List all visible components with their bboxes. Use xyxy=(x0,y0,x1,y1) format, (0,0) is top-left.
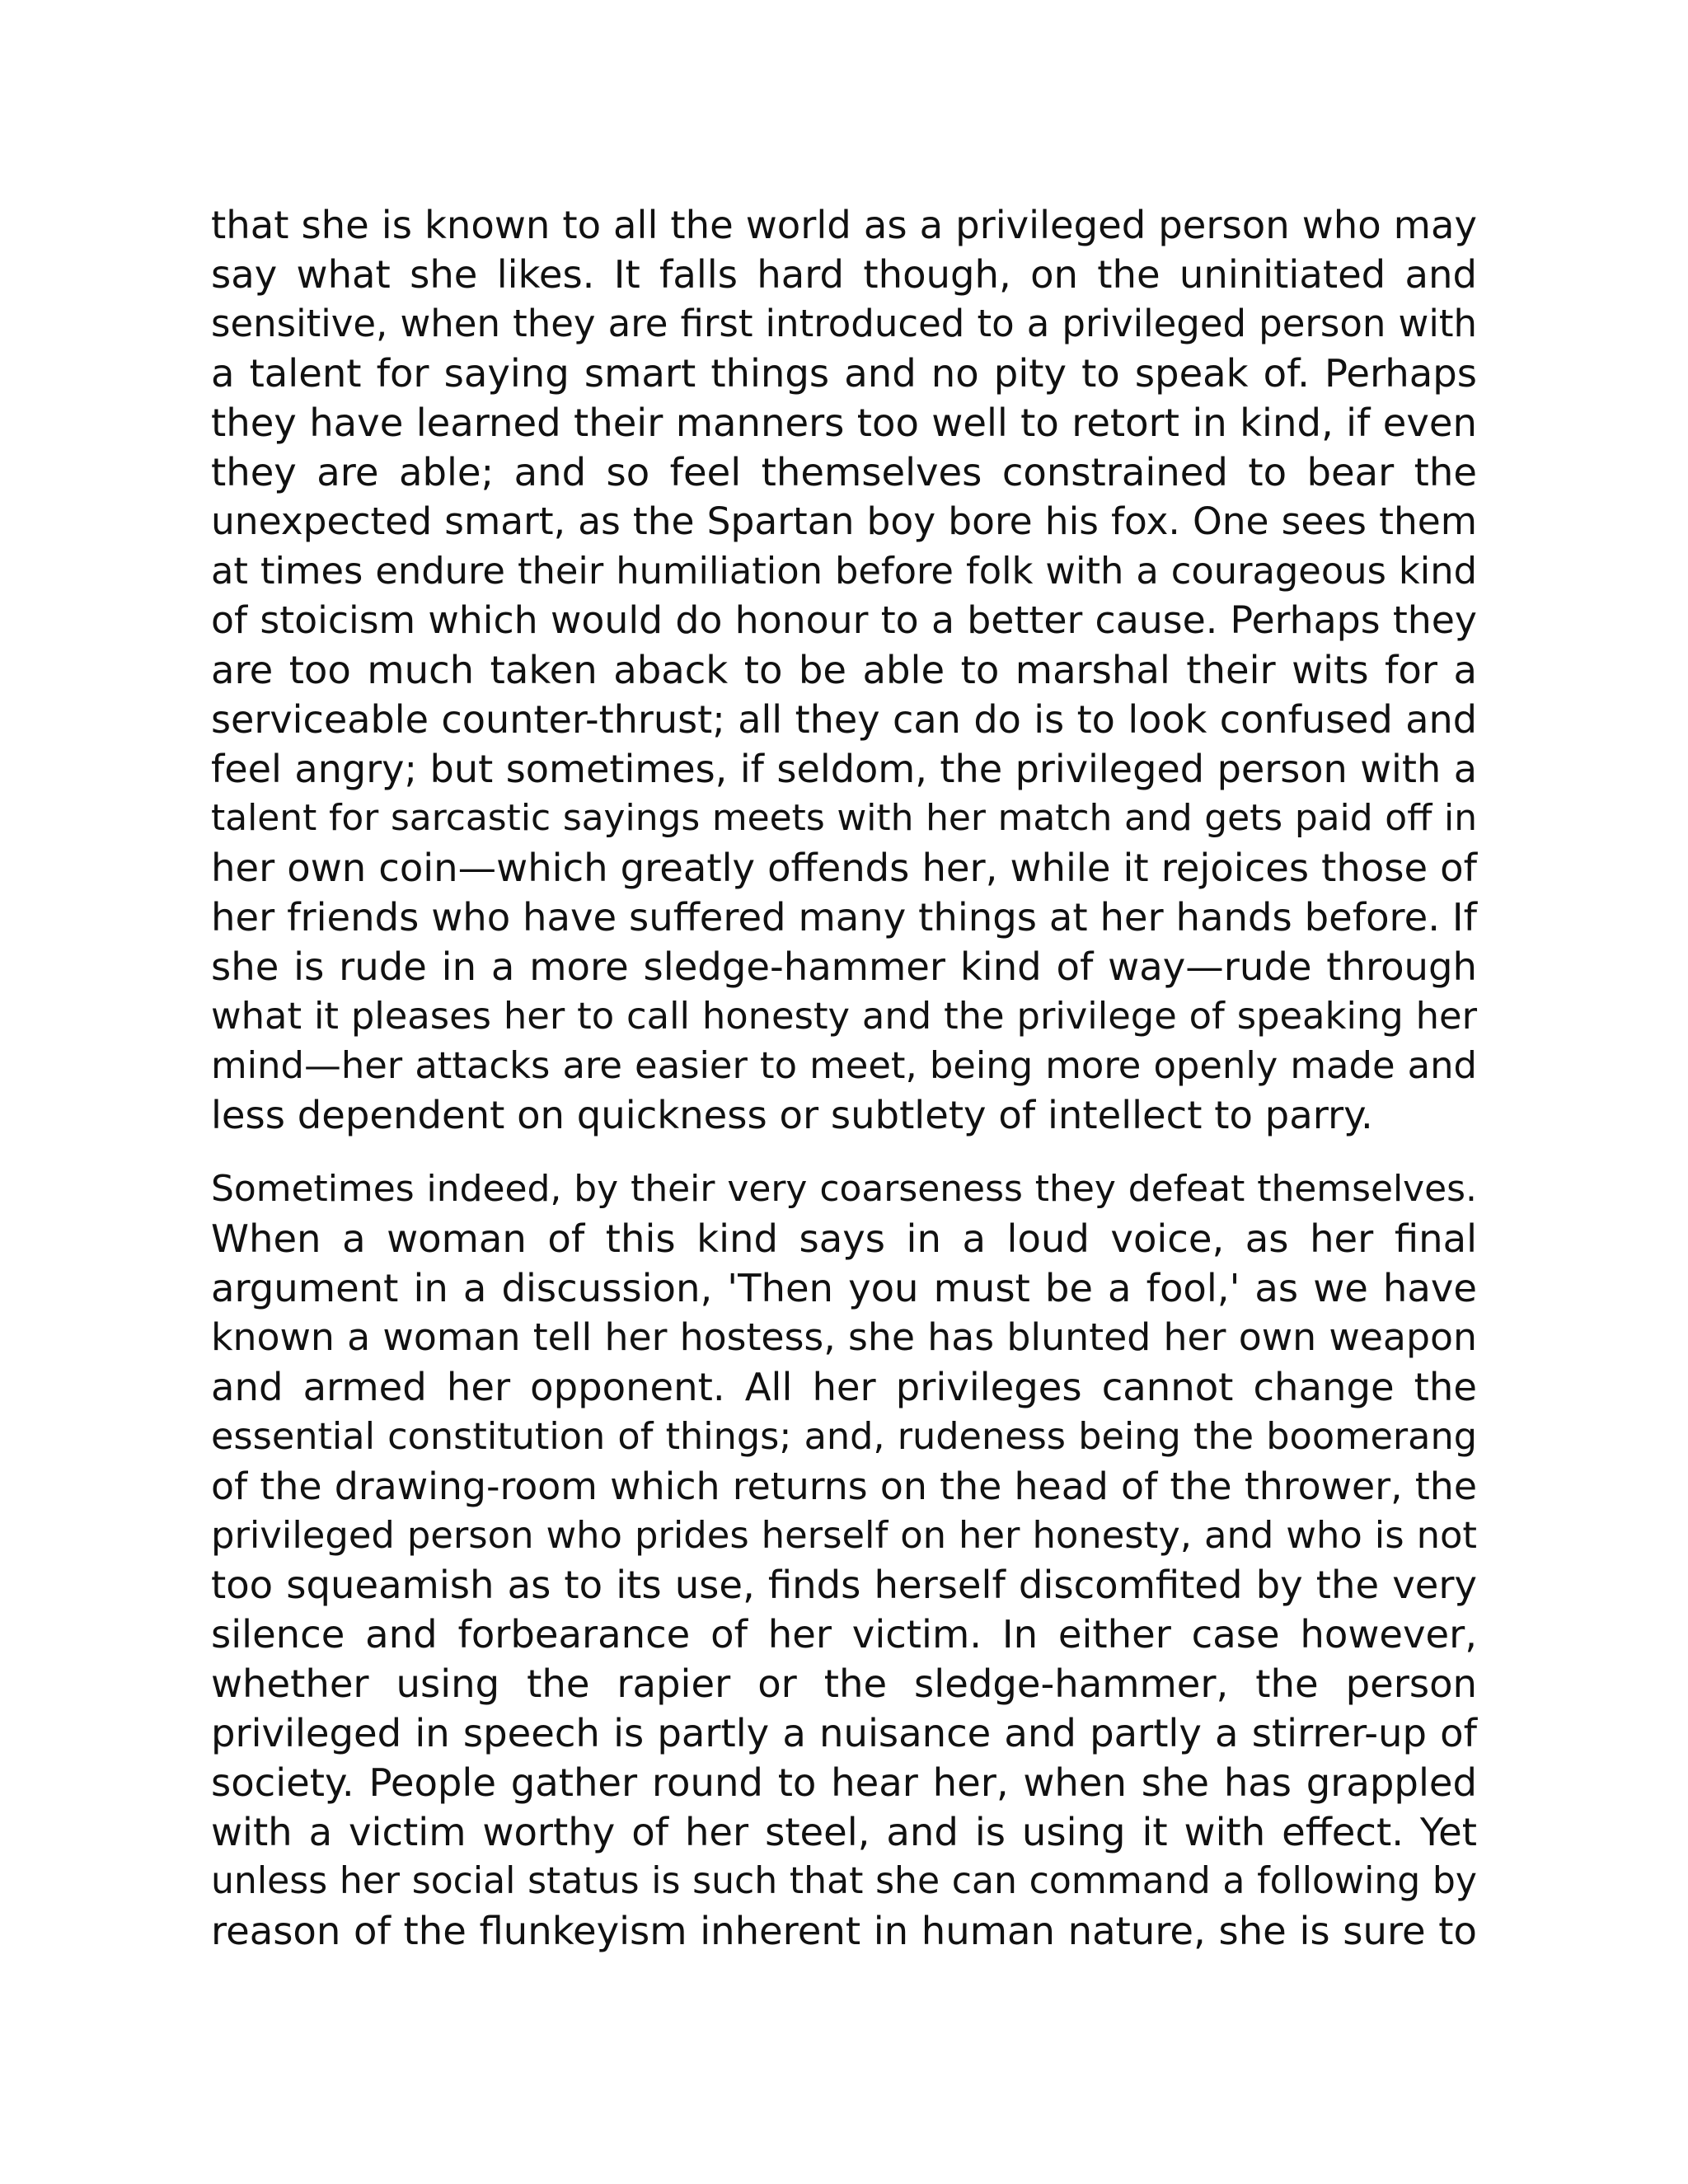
text-line: silence and forbearance of her victim. In either case however, xyxy=(211,1612,1477,1657)
text-line: privileged person who prides herself on her honesty, and who is not xyxy=(211,1513,1477,1557)
text-line: essential constitution of things; and, rudeness being the boomerang xyxy=(211,1415,1477,1458)
text-line: of the drawing-room which returns on the head of the thrower, the xyxy=(211,1464,1477,1508)
text-line: of stoicism which would do honour to a better cause. Perhaps they xyxy=(211,598,1477,642)
paragraph-1 xyxy=(211,200,1477,1140)
text-line: privileged in speech is partly a nuisance and partly a stirrer-up of xyxy=(211,1711,1477,1755)
text-line: they have learned their manners too well to retort in kind, if even xyxy=(211,401,1477,445)
text-line: that she is known to all the world as a privileged person who may xyxy=(211,203,1477,247)
text-line: unless her social status is such that she can command a following by xyxy=(211,1860,1477,1902)
text-line: feel angry; but sometimes, if seldom, the privileged person with a xyxy=(211,747,1477,791)
text-line: say what she likes. It falls hard though, on the uninitiated and xyxy=(211,252,1477,297)
text-line: at times endure their humiliation before folk with a courageous kind xyxy=(211,549,1477,593)
text-line: what it pleases her to call honesty and the privilege of speaking her xyxy=(211,994,1477,1038)
text-line: she is rude in a more sledge-hammer kind of way—rude through xyxy=(211,944,1477,989)
text-line: Sometimes indeed, by their very coarseness they defeat themselves. xyxy=(211,1168,1477,1210)
text-line: are too much taken aback to be able to marshal their wits for a xyxy=(211,648,1477,692)
text-line: unexpected smart, as the Spartan boy bore his fox. One sees them xyxy=(211,499,1477,543)
text-line: her own coin—which greatly offends her, while it rejoices those of xyxy=(211,846,1477,890)
text-line: too squeamish as to its use, finds herself discomfited by the very xyxy=(211,1563,1477,1607)
text-line: less dependent on quickness or subtlety of intellect to parry. xyxy=(211,1093,1373,1137)
text-line: society. People gather round to hear her, when she has grappled xyxy=(211,1760,1477,1805)
text-line: mind—her attacks are easier to meet, being more openly made and xyxy=(211,1043,1477,1087)
text-line: and armed her opponent. All her privileges cannot change the xyxy=(211,1365,1477,1409)
text-line: they are able; and so feel themselves constrained to bear the xyxy=(211,450,1477,494)
text-line: argument in a discussion, 'Then you must be a fool,' as we have xyxy=(211,1266,1477,1310)
text-line: known a woman tell her hostess, she has blunted her own weapon xyxy=(211,1315,1477,1359)
text-line: When a woman of this kind says in a loud voice, as her final xyxy=(211,1216,1477,1261)
paragraph-2 xyxy=(211,1165,1477,1956)
text-line: a talent for saying smart things and no pity to speak of. Perhaps xyxy=(211,351,1477,396)
text-line: reason of the flunkeyism inherent in human nature, she is sure to xyxy=(211,1909,1477,1953)
text-line: whether using the rapier or the sledge-hammer, the person xyxy=(211,1661,1477,1706)
text-line: her friends who have suffered many things at her hands before. If xyxy=(211,895,1477,940)
text-line: with a victim worthy of her steel, and is using it with effect. Yet xyxy=(211,1810,1477,1854)
text-column xyxy=(211,200,1477,1956)
text-line: sensitive, when they are first introduced to a privileged person with xyxy=(211,302,1477,345)
text-line: serviceable counter-thrust; all they can do is to look confused and xyxy=(211,697,1477,742)
text-line: talent for sarcastic sayings meets with her match and gets paid off in xyxy=(211,797,1477,839)
